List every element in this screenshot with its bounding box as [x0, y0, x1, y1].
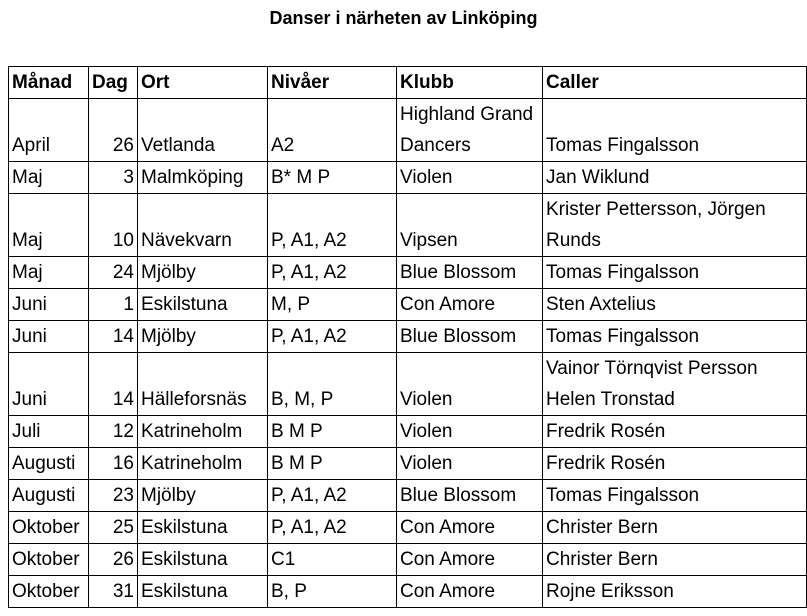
cell-caller: Sten Axtelius: [543, 289, 807, 321]
cell-caller: Krister Pettersson, Jörgen Runds: [543, 194, 807, 257]
cell-caller: Vainor Törnqvist Persson Helen Tronstad: [543, 353, 807, 416]
cell-nivaer: B* M P: [268, 162, 397, 194]
header-nivaer: Nivåer: [268, 67, 397, 99]
cell-nivaer: P, A1, A2: [268, 194, 397, 257]
cell-nivaer: P, A1, A2: [268, 480, 397, 512]
cell-klubb: Con Amore: [397, 512, 543, 544]
cell-manad: Maj: [9, 257, 89, 289]
cell-caller: Jan Wiklund: [543, 162, 807, 194]
cell-dag: 26: [89, 99, 138, 162]
table-row: [9, 448, 807, 480]
cell-manad: Juli: [9, 416, 89, 448]
header-ort: Ort: [138, 67, 268, 99]
cell-ort: Katrineholm: [138, 448, 268, 480]
cell-klubb: Con Amore: [397, 289, 543, 321]
table-row: [9, 257, 807, 289]
table-row: [9, 99, 807, 162]
table-row: [9, 289, 807, 321]
header-klubb: Klubb: [397, 67, 543, 99]
table-row: [9, 480, 807, 512]
cell-dag: 25: [89, 512, 138, 544]
cell-klubb: Highland Grand Dancers: [397, 99, 543, 162]
table-row: [9, 321, 807, 353]
cell-nivaer: A2: [268, 99, 397, 162]
cell-dag: 16: [89, 448, 138, 480]
cell-nivaer: B M P: [268, 448, 397, 480]
cell-dag: 24: [89, 257, 138, 289]
cell-manad: Oktober: [9, 576, 89, 608]
cell-caller: Christer Bern: [543, 544, 807, 576]
cell-ort: Nävekvarn: [138, 194, 268, 257]
cell-dag: 10: [89, 194, 138, 257]
cell-ort: Hälleforsnäs: [138, 353, 268, 416]
cell-manad: Maj: [9, 194, 89, 257]
table-row: [9, 576, 807, 608]
table-row: [9, 194, 807, 257]
table-row: [9, 544, 807, 576]
cell-manad: Maj: [9, 162, 89, 194]
cell-klubb: Blue Blossom: [397, 480, 543, 512]
cell-caller: Fredrik Rosén: [543, 416, 807, 448]
cell-dag: 26: [89, 544, 138, 576]
table-row: [9, 512, 807, 544]
cell-nivaer: P, A1, A2: [268, 321, 397, 353]
table-row: [9, 162, 807, 194]
cell-klubb: Violen: [397, 448, 543, 480]
cell-manad: Juni: [9, 321, 89, 353]
cell-nivaer: B, P: [268, 576, 397, 608]
cell-klubb: Violen: [397, 353, 543, 416]
header-dag: Dag: [89, 67, 138, 99]
cell-dag: 12: [89, 416, 138, 448]
cell-ort: Katrineholm: [138, 416, 268, 448]
cell-klubb: Con Amore: [397, 576, 543, 608]
cell-manad: Juni: [9, 289, 89, 321]
page-title: Danser i närheten av Linköping: [269, 8, 538, 28]
cell-klubb: Violen: [397, 162, 543, 194]
cell-ort: Mjölby: [138, 480, 268, 512]
cell-caller: Tomas Fingalsson: [543, 99, 807, 162]
cell-klubb: Blue Blossom: [397, 257, 543, 289]
cell-ort: Eskilstuna: [138, 544, 268, 576]
cell-caller: Christer Bern: [543, 512, 807, 544]
cell-ort: Mjölby: [138, 321, 268, 353]
cell-nivaer: P, A1, A2: [268, 257, 397, 289]
cell-nivaer: P, A1, A2: [268, 512, 397, 544]
cell-dag: 14: [89, 321, 138, 353]
cell-manad: April: [9, 99, 89, 162]
table-header-row: [9, 67, 807, 99]
cell-ort: Eskilstuna: [138, 576, 268, 608]
cell-manad: Augusti: [9, 448, 89, 480]
table-row: [9, 416, 807, 448]
dance-schedule-table: [8, 66, 807, 608]
cell-klubb: Blue Blossom: [397, 321, 543, 353]
cell-caller: Tomas Fingalsson: [543, 257, 807, 289]
cell-caller: Fredrik Rosén: [543, 448, 807, 480]
header-manad: Månad: [9, 67, 89, 99]
cell-klubb: Con Amore: [397, 544, 543, 576]
header-caller: Caller: [543, 67, 807, 99]
cell-nivaer: B M P: [268, 416, 397, 448]
cell-dag: 31: [89, 576, 138, 608]
cell-caller: Tomas Fingalsson: [543, 480, 807, 512]
cell-caller: Tomas Fingalsson: [543, 321, 807, 353]
cell-dag: 14: [89, 353, 138, 416]
cell-ort: Eskilstuna: [138, 512, 268, 544]
cell-nivaer: C1: [268, 544, 397, 576]
cell-nivaer: M, P: [268, 289, 397, 321]
cell-manad: Oktober: [9, 512, 89, 544]
cell-ort: Eskilstuna: [138, 289, 268, 321]
cell-klubb: Violen: [397, 416, 543, 448]
cell-manad: Juni: [9, 353, 89, 416]
cell-dag: 23: [89, 480, 138, 512]
cell-nivaer: B, M, P: [268, 353, 397, 416]
cell-caller: Rojne Eriksson: [543, 576, 807, 608]
cell-dag: 3: [89, 162, 138, 194]
cell-ort: Mjölby: [138, 257, 268, 289]
cell-klubb: Vipsen: [397, 194, 543, 257]
cell-manad: Augusti: [9, 480, 89, 512]
cell-ort: Vetlanda: [138, 99, 268, 162]
cell-dag: 1: [89, 289, 138, 321]
table-row: [9, 353, 807, 416]
cell-manad: Oktober: [9, 544, 89, 576]
cell-ort: Malmköping: [138, 162, 268, 194]
